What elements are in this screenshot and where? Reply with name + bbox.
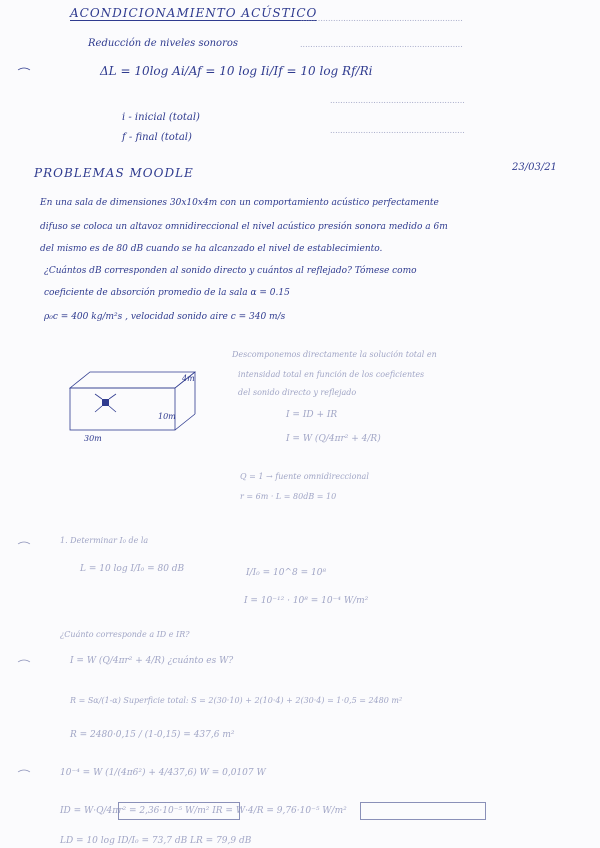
bleed-line: ................................................................ (300, 40, 463, 49)
room-diagram (50, 366, 200, 446)
work-line-9: 10⁻⁴ = W (1/(4π6²) + 4/437,6) W = 0,0107 W (60, 768, 266, 778)
height-label: 4m (182, 374, 195, 383)
note-line-5: I = W (Q/4πr² + 4/R) (286, 434, 381, 444)
note-line-3: del sonido directo y reflejado (238, 388, 357, 397)
attenuation-formula: ΔL = 10log Ai/Af = 10 log Ii/If = 10 log Rf/Ri (100, 64, 373, 78)
page-title: ACONDICIONAMIENTO ACÚSTICO (70, 6, 318, 20)
statement-line-3: del mismo es de 80 dB cuando se ha alcanzado el nivel de establecimiento. (40, 244, 383, 254)
date: 23/03/21 (512, 162, 557, 173)
work-line-10: ID = W·Q/4πr² = 2,36·10⁻⁵ W/m² IR = W·4/R = 9,76·10⁻⁵ W/m² (60, 806, 347, 816)
statement-line-4: ¿Cuántos dB corresponden al sonido directo y cuántos al reflejado? Tómese como (44, 266, 417, 276)
statement-line-6: ρ₀c = 400 kg/m²s , velocidad sonido aire c = 340 m/s (44, 312, 286, 322)
section-title: PROBLEMAS MOODLE (34, 166, 194, 180)
answer-box-reflected (360, 802, 486, 820)
work-line-7: R = Sα/(1-α) Superficie total: S = 2(30·10) + 2(10·4) + 2(30·4) = 1·0,5 = 2480 m² (70, 696, 403, 705)
work-line-2: L = 10 log I/I₀ = 80 dB (80, 564, 185, 574)
note-line-6: Q = 1 → fuente omnidireccional (240, 472, 369, 481)
work-line-5: ¿Cuánto corresponde a ID e IR? (60, 630, 190, 639)
work-line-8: R = 2480·0,15 / (1-0,15) = 437,6 m² (70, 730, 235, 740)
statement-line-2: difuso se coloca un altavoz omnidireccional el nivel acústico presión sonora medido a 6m (40, 222, 448, 232)
work-line-4: I = 10⁻¹² · 10⁸ = 10⁻⁴ W/m² (244, 596, 369, 606)
bleed-line: ..................................................... (330, 96, 465, 105)
margin-marks (14, 0, 34, 848)
room-front-face (70, 388, 175, 430)
work-line-1: 1. Determinar I₀ de la (60, 536, 149, 545)
note-line-1: Descomponemos directamente la solución total en (232, 350, 437, 359)
initial-definition: i - inicial (total) (122, 112, 200, 123)
room-top-face (70, 372, 195, 388)
answer-box-direct (118, 802, 240, 820)
work-line-3: I/I₀ = 10^8 = 10⁸ (246, 568, 327, 578)
final-definition: f - final (total) (122, 132, 192, 143)
note-line-7: r = 6m · L = 80dB = 10 (240, 492, 337, 501)
speaker-marker (102, 399, 109, 406)
work-line-6: I = W (Q/4πr² + 4/R) ¿cuánto es W? (70, 656, 234, 666)
bleed-line: ..................................................... (330, 126, 465, 135)
statement-line-5: coeficiente de absorción promedio de la sala α = 0.15 (44, 288, 290, 298)
statement-line-1: En una sala de dimensiones 30x10x4m con un comportamiento acústico perfectamente (40, 198, 439, 208)
intro-text: Reducción de niveles sonoros (88, 38, 239, 49)
note-line-4: I = ID + IR (286, 410, 338, 420)
work-line-11: LD = 10 log ID/I₀ = 73,7 dB LR = 79,9 dB (60, 836, 252, 846)
note-line-2: intensidad total en función de los coeficientes (238, 370, 425, 379)
width-label: 10m (158, 412, 176, 421)
bleed-line: ................................................................ (300, 14, 463, 23)
length-label: 30m (84, 434, 102, 443)
